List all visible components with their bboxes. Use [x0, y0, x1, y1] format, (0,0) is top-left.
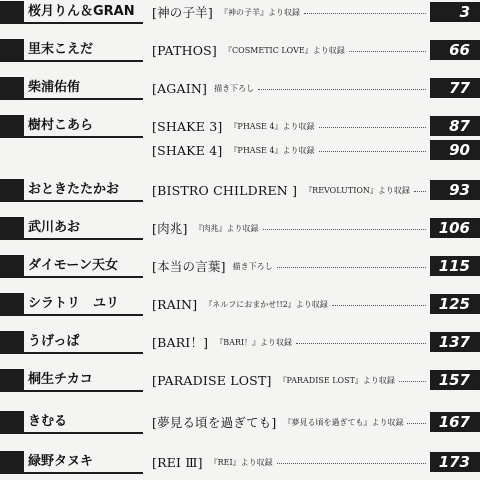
story-title: [肉兆] [152, 221, 188, 236]
story-source: 『REVOLUTION』より収録 [304, 185, 410, 195]
author-marker [0, 451, 24, 473]
page-number: 167 [430, 412, 480, 432]
story-title: [SHAKE 4] [152, 142, 223, 158]
story-row[interactable] [152, 331, 428, 353]
page-number: 77 [430, 78, 480, 98]
leader-dots [304, 13, 426, 14]
story-source: 『PARADISE LOST』より収録 [278, 375, 395, 385]
story-source: 『REI』より収録 [209, 457, 273, 467]
leader-dots [414, 191, 426, 192]
author-name: うげっぱ [28, 334, 80, 349]
leader-dots [263, 229, 426, 230]
author-underline [0, 390, 143, 392]
author-underline [0, 314, 143, 316]
author-marker [0, 255, 24, 277]
author-underline [0, 136, 143, 138]
author-name: 桐生チカコ [28, 372, 93, 387]
story-title: [夢見る頃を過ぎても] [152, 415, 277, 430]
story-row[interactable] [152, 451, 428, 473]
author-underline [0, 276, 143, 278]
story-title: [PARADISE LOST] [152, 372, 272, 388]
author-name: おときたたかお [28, 182, 120, 197]
story-source: 『COSMETIC LOVE』より収録 [224, 45, 345, 55]
story-title: [AGAIN] [152, 80, 208, 96]
author-underline [0, 238, 143, 240]
leader-dots [349, 51, 426, 52]
story-title: [REI Ⅲ] [152, 454, 203, 470]
story-row[interactable] [152, 293, 428, 315]
story-row[interactable] [152, 255, 428, 277]
story-source: 『BARI！』より収録 [215, 337, 293, 347]
author-marker [0, 293, 24, 315]
story-source: 『夢見る頃を過ぎても』より収録 [283, 417, 404, 427]
page-number: 106 [430, 218, 480, 238]
author-bar [0, 410, 143, 434]
author-underline [0, 200, 143, 202]
author-name: 緑野タヌキ [28, 454, 94, 469]
page-number: 3 [430, 2, 480, 22]
page-number: 157 [430, 370, 480, 390]
story-row[interactable] [152, 369, 428, 391]
author-underline [0, 60, 143, 62]
author-underline [0, 22, 143, 24]
author-name: 里末こえだ [28, 42, 94, 57]
story-row[interactable] [152, 411, 428, 433]
leader-dots [407, 423, 426, 424]
story-source: 『ネルフにおまかせ!!2』より収録 [204, 299, 328, 309]
author-underline [0, 472, 143, 474]
story-title: [PATHOS] [152, 42, 218, 58]
author-name: 柴浦佑侑 [28, 80, 81, 95]
leader-dots [277, 463, 426, 464]
author-underline [0, 352, 143, 354]
author-marker [0, 1, 24, 23]
story-source: 描き下ろし [214, 83, 255, 93]
story-title: [BISTRO CHILDREN ] [152, 182, 298, 198]
leader-dots [258, 89, 426, 90]
page-number: 66 [430, 40, 480, 60]
story-title: [神の子羊] [152, 5, 213, 20]
story-row[interactable] [152, 139, 428, 161]
author-marker [0, 331, 24, 353]
story-title: [RAIN] [152, 296, 198, 312]
author-name: きむる [28, 414, 68, 429]
author-marker [0, 115, 24, 137]
author-name: 樹村こあら [28, 118, 94, 133]
author-name: 武川あお [28, 220, 81, 235]
story-row[interactable] [152, 77, 428, 99]
story-row[interactable] [152, 39, 428, 61]
author-name: ダイモーン天女 [28, 258, 118, 273]
page-number: 137 [430, 332, 480, 352]
leader-dots [399, 381, 426, 382]
author-marker [0, 217, 24, 239]
author-marker [0, 77, 24, 99]
author-name: 桜月りん＆GRAN [28, 4, 135, 19]
story-row[interactable] [152, 1, 428, 23]
story-row[interactable] [152, 179, 428, 201]
story-title: [本当の言葉] [152, 259, 226, 274]
story-source: 描き下ろし [232, 261, 273, 271]
leader-dots [296, 343, 426, 344]
page-number: 87 [430, 116, 480, 136]
author-marker [0, 179, 24, 201]
author-name: シラトリ ユリ [28, 296, 120, 311]
story-title: [SHAKE 3] [152, 118, 223, 134]
story-row[interactable] [152, 115, 428, 137]
page-number: 115 [430, 256, 480, 276]
story-source: 『肉兆』より収録 [194, 223, 259, 233]
author-marker [0, 369, 24, 391]
page-number: 125 [430, 294, 480, 314]
story-source: 『神の子羊』より収録 [219, 7, 300, 17]
story-row[interactable] [152, 217, 428, 239]
author-marker [0, 411, 24, 433]
page-number: 173 [430, 452, 480, 472]
leader-dots [319, 127, 426, 128]
page-number: 93 [430, 180, 480, 200]
story-title: [BARI！] [152, 335, 209, 350]
author-underline [0, 98, 143, 100]
leader-dots [319, 151, 426, 152]
author-underline [0, 432, 143, 434]
story-source: 『PHASE 4』より収録 [229, 121, 315, 131]
author-marker [0, 39, 24, 61]
page-number: 90 [430, 140, 480, 160]
story-source: 『PHASE 4』より収録 [229, 145, 315, 155]
leader-dots [332, 305, 426, 306]
leader-dots [277, 267, 426, 268]
